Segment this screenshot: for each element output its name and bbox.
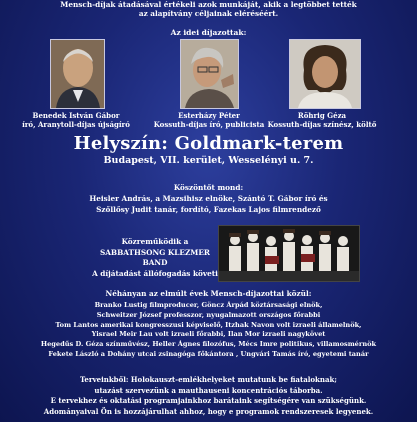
speaker-role: filmrendező bbox=[270, 205, 321, 214]
awardee-name: Röhrig Géza bbox=[297, 111, 347, 120]
speaker-name: Szántó T. Gábor bbox=[237, 194, 303, 203]
awardee-desc: Kossuth-díjas színész, költő bbox=[267, 119, 377, 129]
band-photo bbox=[218, 225, 360, 282]
speaker-role: , a Mazsihisz elnöke, bbox=[150, 194, 238, 203]
portrait-rohrig bbox=[289, 39, 361, 109]
band-name: SABBATHSONG KLEZMER BAND bbox=[100, 247, 210, 267]
awardees-heading: Az idei díjazottak: bbox=[170, 28, 247, 37]
speaker-role: tanár, fordító, bbox=[151, 205, 214, 214]
band-line: A díjátadást állófogadás követi bbox=[92, 268, 218, 278]
past-awardees-heading: Néhányan az elmúlt évek Mensch-díjazottai közül: bbox=[105, 289, 312, 298]
awardee-caption bbox=[262, 112, 382, 129]
portrait-benedek bbox=[50, 39, 105, 109]
portrait-esterhazy bbox=[180, 39, 239, 109]
past-awardees-line: Branko Lustig filmproducer, Göncz Árpád köztársasági elnök, bbox=[94, 301, 323, 309]
awardee-caption bbox=[16, 112, 136, 129]
speaker-name: Fazekas Lajos bbox=[213, 205, 270, 214]
band-info bbox=[90, 237, 220, 279]
band-line: Közreműködik a bbox=[121, 237, 189, 246]
closing-line: Terveinkből: Holokauszt-emlékhelyeket mutatunk be fiataloknak; bbox=[80, 375, 337, 384]
intro-line: az alapítvány céljainak eléréséért. bbox=[138, 9, 279, 18]
venue-title: Helyszín: Goldmark-terem bbox=[73, 133, 344, 154]
past-awardees-list bbox=[0, 301, 417, 360]
closing-line: utazást szervezünk a mauthauseni koncentrációs táborba. bbox=[94, 385, 323, 395]
past-awardees-line: Fekete László a Dohány utcai zsinagóga főkántora , Ungvári Tamás író, egyetemi tanár bbox=[48, 349, 369, 358]
awardee-name: Benedek István Gábor bbox=[32, 111, 120, 120]
past-awardees-line: Hegedűs D. Géza színművész, Heller Ágnes filozófus, Mécs Imre politikus, villamosmérnök bbox=[40, 340, 377, 349]
past-awardees-line: Schweitzer József professzor, nyugalmazott országos főrabbi bbox=[96, 310, 321, 319]
awardee-caption bbox=[149, 112, 269, 129]
closing-line: E tervekhez és oktatási programjainkhoz barátaink segítségére van szükségünk. bbox=[50, 396, 367, 405]
venue-address: Budapest, VII. kerület, Wesselényi u. 7. bbox=[103, 155, 314, 166]
greeting-line bbox=[0, 205, 417, 214]
past-awardees-line: Tom Lantos amerikai kongresszusi képviselő, Itzhak Navon volt izraeli államelnök, bbox=[55, 320, 362, 329]
speaker-role: író és bbox=[302, 194, 328, 203]
closing-line: Adományaival Ön is hozzájárulhat ahhoz, hogy e programok rendszeresek legyenek. bbox=[43, 406, 374, 416]
speaker-name: Heisler András bbox=[89, 194, 151, 203]
portrait-image bbox=[51, 40, 104, 108]
awardee-name: Esterházy Péter bbox=[178, 111, 240, 120]
greeting-heading: Köszöntőt mond: bbox=[173, 183, 244, 192]
awardee-desc: Kossuth-díjas író, publicista bbox=[153, 119, 265, 129]
portrait-image bbox=[290, 40, 360, 108]
past-awardees-line: Yisrael Meir Lau volt izraeli főrabbi, Ilan Mor izraeli nagykövet bbox=[91, 330, 326, 339]
portrait-image bbox=[181, 40, 238, 108]
intro-text bbox=[0, 0, 417, 18]
closing-text bbox=[0, 375, 417, 417]
band-image bbox=[219, 226, 359, 281]
greeting-line bbox=[0, 194, 417, 203]
intro-line: Mensch-díjak átadásával értékeli azok munkáját, akik a legtöbbet tették bbox=[60, 0, 357, 9]
speaker-name: Szőllősy Judit bbox=[96, 205, 152, 214]
awardee-desc: író, Aranytoll-díjas újságíró bbox=[22, 119, 130, 129]
